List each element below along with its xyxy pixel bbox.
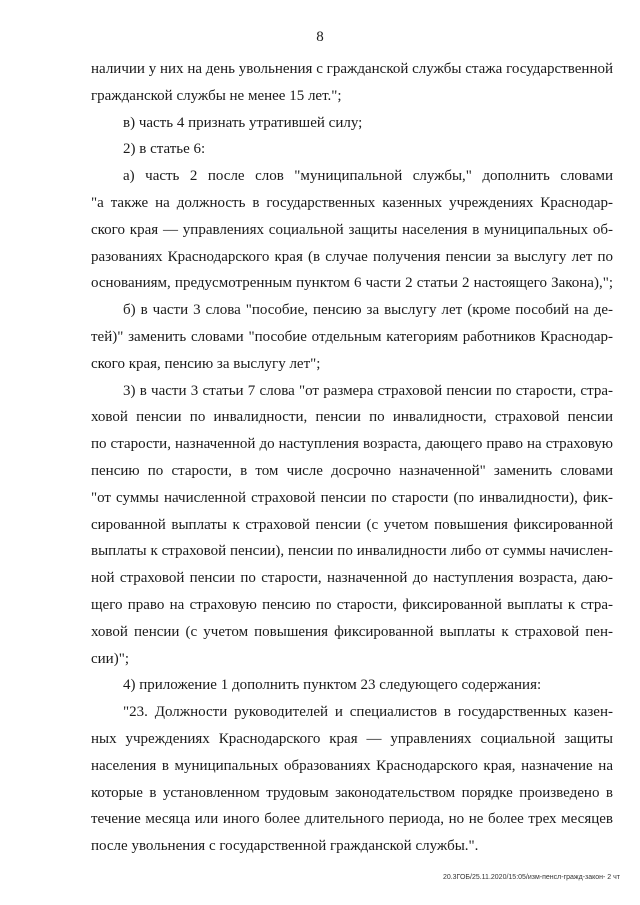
- text-line: 2) в статье 6:: [123, 141, 206, 158]
- text-line: б) в части 3 слова "пособие, пенсию за выслугу лет (кроме пособий на де-: [123, 302, 613, 319]
- text-line: "от суммы начисленной страховой пенсии по старости (по инвалидности), фик-: [91, 489, 613, 506]
- text-line: выплаты к страховой пенсии), пенсии по инвалидности либо от суммы начислен-: [91, 543, 613, 560]
- text-line: ной страховой пенсии по старости, назначенной до наступления возраста, даю-: [91, 570, 613, 587]
- text-line: ского края, пенсию за выслугу лет";: [91, 355, 321, 372]
- text-line: тей)" заменить словами "пособие отдельным категориям работников Краснодар-: [91, 328, 613, 345]
- text-line: сированной выплаты к страховой пенсии (с учетом повышения фиксированной: [91, 516, 613, 533]
- text-line: которые в установленном трудовым законодательством порядке произведено в: [91, 784, 613, 801]
- text-line: ховой пенсии (с учетом повышения фиксированной выплаты к страховой пен-: [91, 623, 613, 640]
- text-line: по старости, назначенной до наступления возраста, дающего право на страховую: [91, 436, 613, 453]
- text-line: 3) в части 3 статьи 7 слова "от размера страховой пенсии по старости, стра-: [123, 382, 613, 399]
- text-line: в) часть 4 признать утратившей силу;: [123, 114, 363, 131]
- text-line: а) часть 2 после слов "муниципальной службы," дополнить словами: [123, 168, 613, 185]
- text-line: разованиях Краснодарского края (в случае получения пенсии за выслугу лет по: [91, 248, 613, 265]
- page-number: 8: [316, 29, 324, 45]
- text-line: гражданской службы не менее 15 лет.";: [91, 87, 342, 104]
- footer-reference: 20.3ГОБ/25.11.2020/15:05/изм-пенсл-гражд-закон- 2 чт: [442, 874, 620, 881]
- text-line: после увольнения с государственной гражданской службы.".: [91, 838, 479, 855]
- text-line: щего право на страховую пенсию по старости, фиксированной выплаты к стра-: [91, 596, 613, 613]
- text-line: 4) приложение 1 дополнить пунктом 23 следующего содержания:: [123, 677, 542, 694]
- text-line: течение месяца или иного более длительного периода, но не более трех месяцев: [91, 811, 613, 828]
- text-line: сии)";: [91, 650, 129, 667]
- document-body: [91, 56, 613, 860]
- text-line: пенсию по старости, в том числе досрочно назначенной" заменить словами: [91, 462, 613, 479]
- text-line: наличии у них на день увольнения с гражданской службы стажа государственной: [91, 61, 613, 77]
- text-line: основаниям, предусмотренным пунктом 6 части 2 статьи 2 настоящего Закона),";: [91, 275, 613, 292]
- text-line: населения в муниципальных образованиях Краснодарского края, назначение на: [91, 757, 613, 774]
- text-line: "а также на должность в государственных казенных учреждениях Краснодар-: [91, 194, 613, 211]
- text-line: ского края — управлениях социальной защиты населения в муниципальных об-: [91, 221, 613, 238]
- text-line: ных учреждениях Краснодарского края — управлениях социальной защиты: [91, 730, 613, 747]
- text-line: "23. Должности руководителей и специалистов в государственных казен-: [123, 704, 613, 721]
- text-line: ховой пенсии по инвалидности, пенсии по инвалидности, страховой пенсии: [91, 409, 613, 426]
